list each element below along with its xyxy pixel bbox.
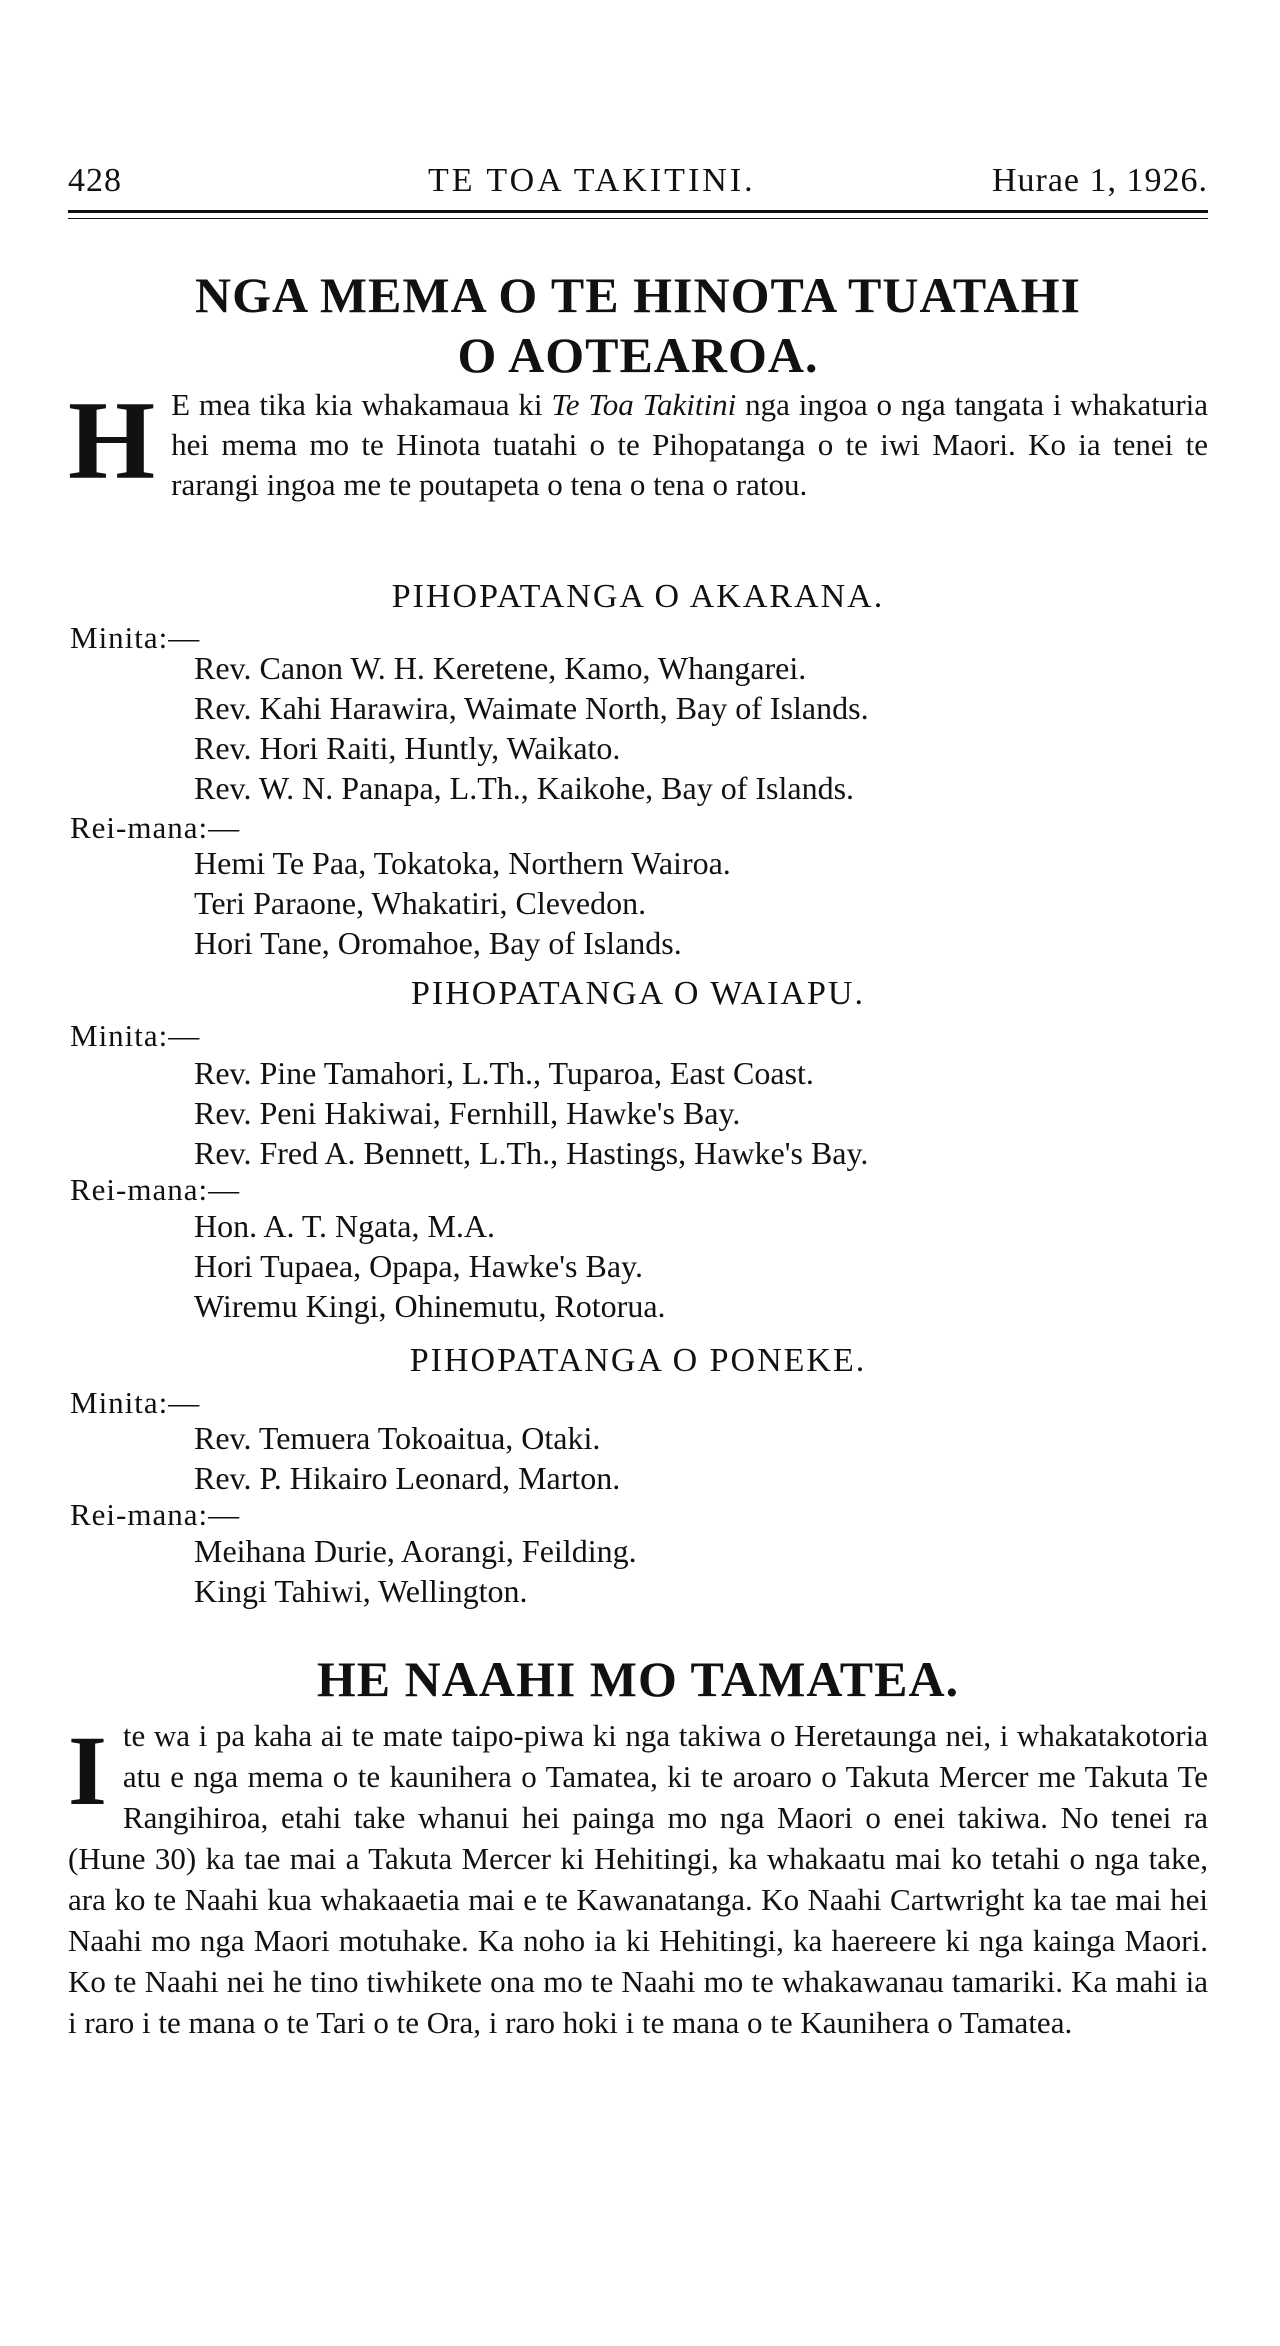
- page-number: 428: [68, 162, 122, 199]
- member-entry: Rev. Hori Raiti, Huntly, Waikato.: [194, 730, 621, 766]
- header-rule-thick: [68, 210, 1208, 213]
- issue-date: Hurae 1, 1926.: [991, 162, 1208, 199]
- intro-paragraph: [68, 379, 1209, 505]
- member-entry: Hori Tane, Oromahoe, Bay of Islands.: [194, 925, 682, 961]
- article2-body: te wa i pa kaha ai te mate taipo-piwa ki nga takiwa o Heretaunga nei, i whakatakotoria atu e nga mema o te kaunihera o Tamatea, ki te aroaro o Takuta Mercer me Takuta Te Rangihiroa, etahi take whanui hei painga mo nga Maori o enei takiwa. No tenei ra (Hune 30) ka tae mai a Takuta Mercer ki Hehitingi, ka whakaatu mai ko tetahi o nga take, ara ko te Naahi kua whakaaetia mai e te Kawanatanga. Ko Naahi Cartwright ka tae mai hei Naahi mo nga Maori motuhake. Ka noho ia ki Hehitingi, ka haereere ki nga kainga Maori. Ko te Naahi nei he tino tiwhikete ona mo te Naahi mo te whakawanau tamariki. Ka mahi ia i raro i te mana o te Tari o te Ora, i raro hoki i te mana o te Kaunihera o Tamatea.: [68, 1718, 1208, 2040]
- member-entry: Rev. Peni Hakiwai, Fernhill, Hawke's Bay.: [194, 1095, 741, 1131]
- diocese-heading: PIHOPATANGA O AKARANA.: [391, 578, 885, 615]
- member-entry: Rev. Temuera Tokoaitua, Otaki.: [194, 1420, 601, 1456]
- member-entry: Wiremu Kingi, Ohinemutu, Rotorua.: [194, 1288, 666, 1324]
- member-entry: Rev. Kahi Harawira, Waimate North, Bay of Islands.: [194, 690, 869, 726]
- diocese-heading: PIHOPATANGA O PONEKE.: [409, 1342, 867, 1379]
- member-entry: Meihana Durie, Aorangi, Feilding.: [194, 1533, 637, 1569]
- drop-cap: H: [68, 379, 156, 503]
- intro-text-1: E mea tika kia whakamaua ki: [171, 387, 552, 422]
- member-entry: Hori Tupaea, Opapa, Hawke's Bay.: [194, 1248, 643, 1284]
- header-rule-thin: [68, 218, 1208, 219]
- role-label: Minita:—: [70, 1018, 201, 1053]
- role-label: Rei-mana:—: [70, 1172, 241, 1207]
- member-entry: Rev. Canon W. H. Keretene, Kamo, Whangarei.: [194, 650, 807, 686]
- article2-title: HE NAAHI MO TAMATEA.: [316, 1651, 960, 1707]
- member-entry: Rev. Pine Tamahori, L.Th., Tuparoa, East Coast.: [194, 1055, 814, 1091]
- member-entry: Rev. Fred A. Bennett, L.Th., Hastings, Hawke's Bay.: [194, 1135, 869, 1171]
- member-entry: Rev. P. Hikairo Leonard, Marton.: [194, 1460, 621, 1496]
- role-label: Rei-mana:—: [70, 810, 241, 845]
- journal-title: TE TOA TAKITINI.: [428, 162, 756, 199]
- role-label: Minita:—: [70, 1385, 201, 1420]
- member-entry: Kingi Tahiwi, Wellington.: [194, 1573, 528, 1609]
- role-label: Rei-mana:—: [70, 1497, 241, 1532]
- article-title-line2: O AOTEAROA.: [457, 327, 819, 383]
- drop-cap: I: [68, 1715, 107, 1826]
- member-entry: Hon. A. T. Ngata, M.A.: [194, 1208, 496, 1244]
- member-entry: Hemi Te Paa, Tokatoka, Northern Wairoa.: [194, 845, 731, 881]
- role-label: Minita:—: [70, 620, 201, 655]
- member-entry: Rev. W. N. Panapa, L.Th., Kaikohe, Bay of Islands.: [194, 770, 855, 806]
- article2-paragraph: [68, 1715, 1208, 2043]
- diocese-heading: PIHOPATANGA O WAIAPU.: [411, 975, 865, 1012]
- intro-italic-title: Te Toa Takitini: [551, 387, 737, 422]
- member-entry: Teri Paraone, Whakatiri, Clevedon.: [194, 885, 647, 921]
- running-head: [68, 162, 1208, 202]
- intro-text-2: nga ingoa o nga tangata i whakaturia hei mema mo te Hinota tuatahi o te Pihopatanga o te iwi Maori. Ko ia tenei te rarangi ingoa me te poutapeta o tena o tena o ratou.: [171, 387, 1209, 502]
- article-title-line1: NGA MEMA O TE HINOTA TUATAHI: [194, 267, 1081, 323]
